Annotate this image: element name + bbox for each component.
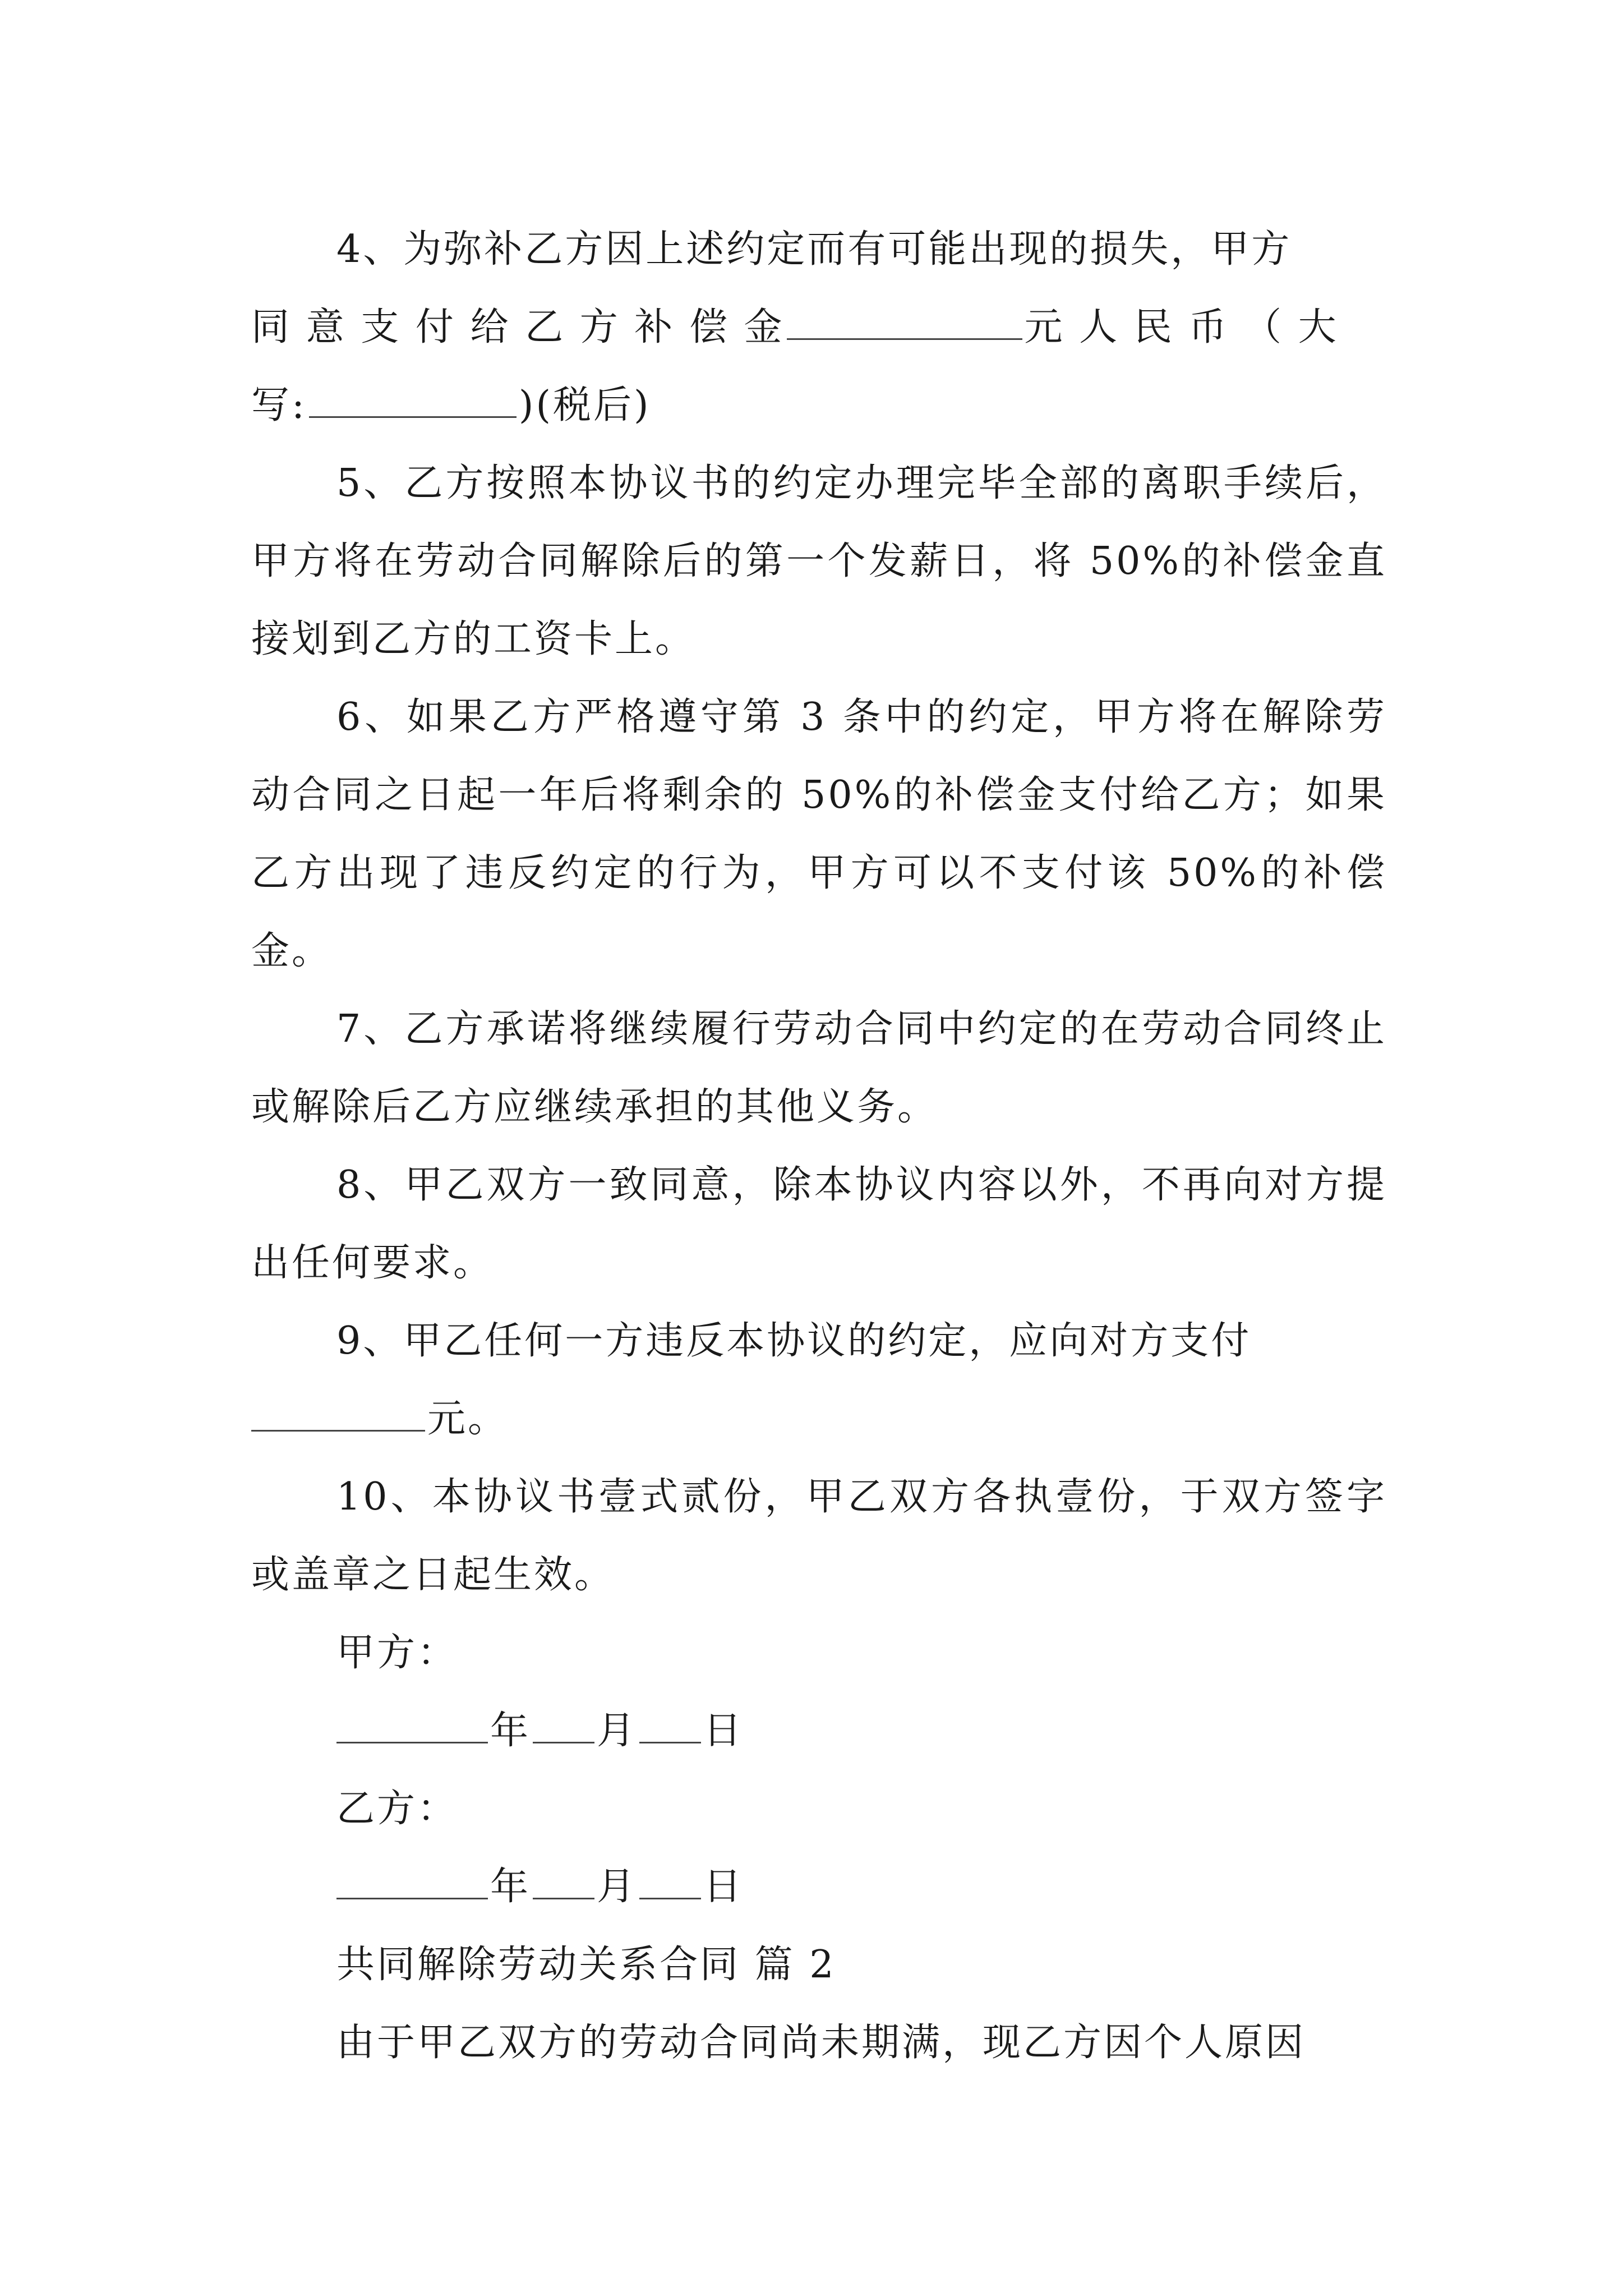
clause-4-line-3 [251,366,1387,444]
clause-4 [251,210,1387,444]
clause-9-line-1: 9、甲乙任何一方违反本协议的约定，应向对方支付 [336,1319,1252,1363]
party-b-label: 乙方： [336,1787,458,1831]
party-b-year-blank[interactable] [336,1864,488,1899]
clause-8: 8、甲乙双方一致同意，除本协议内容以外，不再向对方提出任何要求。 [251,1163,1387,1285]
party-b-day-blank[interactable] [639,1864,701,1899]
clause-4-compensation-label: 同 意 支 付 给 乙 方 补 偿 金 [251,305,785,349]
party-b-date [251,1848,1387,1926]
clause-4-line-2 [251,288,1387,366]
penalty-amount-blank[interactable] [251,1396,425,1432]
party-b-day-label: 日 [703,1865,744,1909]
document-body [251,210,1387,2082]
section-heading: 共同解除劳动关系合同 篇 2 [336,1943,836,1987]
section-2-intro: 由于甲乙双方的劳动合同尚未期满，现乙方因个人原因 [336,2021,1306,2065]
clause-6: 6、如果乙方严格遵守第 3 条中的约定，甲方将在解除劳动合同之日起一年后将剩余的 50%的补偿金支付给乙方；如果乙方出现了违反约定的行为，甲方可以不支付该 50%的补偿金。 [251,695,1387,973]
compensation-daxie-blank[interactable] [309,383,517,418]
clause-4-line-1: 4、为弥补乙方因上述约定而有可能出现的损失，甲方 [336,227,1292,272]
clause-9-line-2 [251,1380,1387,1458]
party-a-date [251,1692,1387,1770]
party-a-day-label: 日 [703,1709,744,1753]
clause-10: 10、本协议书壹式贰份，甲乙双方各执壹份，于双方签字或盖章之日起生效。 [251,1475,1387,1597]
compensation-amount-blank[interactable] [787,305,1022,340]
party-a-month-blank[interactable] [533,1708,594,1743]
party-b-month-blank[interactable] [533,1864,594,1899]
party-a-day-blank[interactable] [639,1708,701,1743]
party-a-year-blank[interactable] [336,1708,488,1743]
clause-4-after-tax-label: )(税后) [518,383,651,427]
clause-4-daxie-label: 写: [251,383,307,427]
party-a-label: 甲方： [336,1631,458,1675]
clause-7: 7、乙方承诺将继续履行劳动合同中约定的在劳动合同终止或解除后乙方应继续承担的其他义务。 [251,1007,1387,1129]
party-b-year-label: 年 [490,1865,531,1909]
party-a-month-label: 月 [597,1709,638,1753]
clause-4-currency-label: 元 人 民 币 （ 大 [1024,305,1339,349]
clause-9-yuan-label: 元。 [427,1397,509,1441]
party-b-month-label: 月 [597,1865,638,1909]
party-a-year-label: 年 [490,1709,531,1753]
clause-9 [251,1302,1387,1458]
clause-5: 5、乙方按照本协议书的约定办理完毕全部的离职手续后，甲方将在劳动合同解除后的第一个发薪日，将 50%的补偿金直接划到乙方的工资卡上。 [251,461,1387,661]
